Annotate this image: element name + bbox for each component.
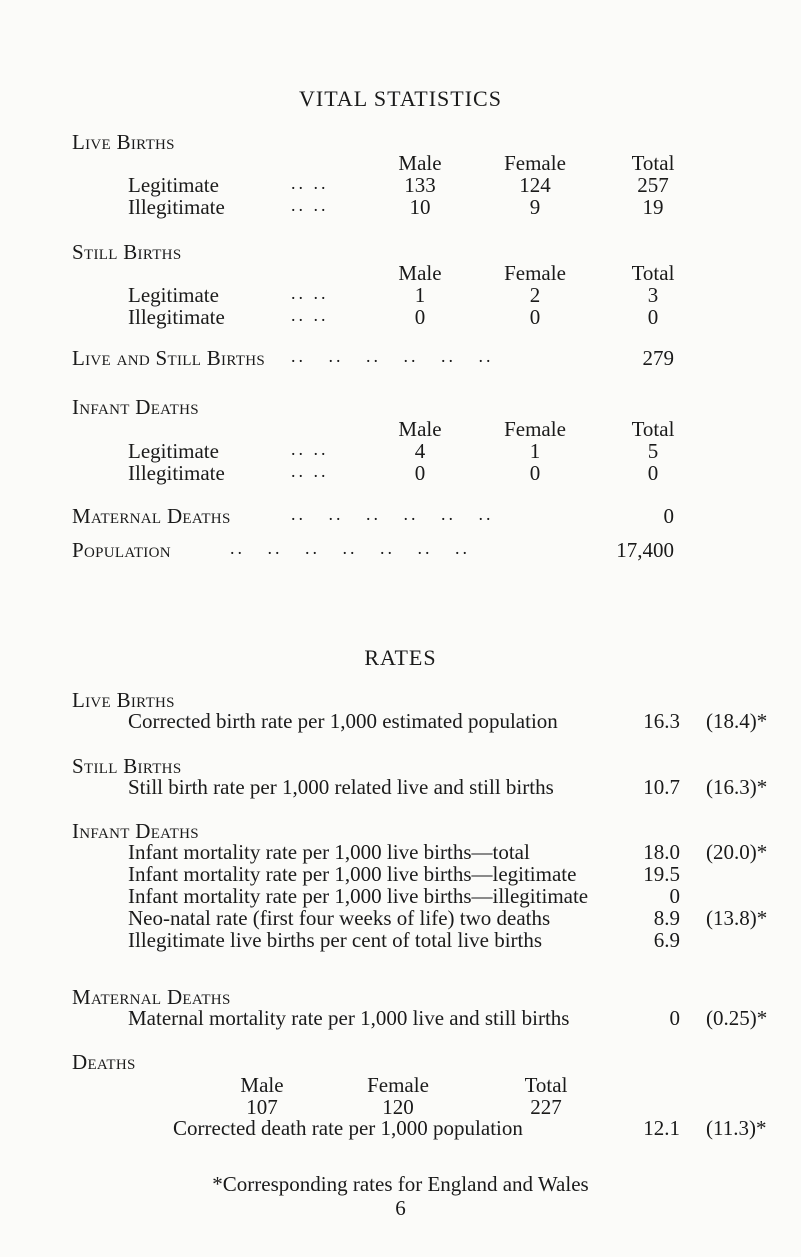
still-births-heading: Still Births: [72, 240, 182, 264]
cell-female: 124: [519, 173, 551, 197]
rate-value: 16.3: [643, 709, 680, 733]
population-value: 17,400: [616, 538, 674, 562]
live-and-still-births-label: Live and Still Births: [72, 346, 265, 370]
rate-value: 8.9: [653, 906, 680, 930]
row-label: Legitimate: [128, 283, 219, 307]
deaths-total-header: Total: [524, 1073, 568, 1097]
rate-label: Neo-natal rate (first four weeks of life) two deaths: [128, 906, 551, 930]
leader-dots: .. .. .. .. .. ..: [291, 346, 494, 366]
cell-female: 0: [529, 461, 541, 485]
rates-infant-deaths-heading: Infant Deaths: [72, 819, 199, 843]
rates-still-births-heading: Still Births: [72, 754, 182, 778]
rate-national: (0.25)*: [706, 1006, 768, 1030]
cell-male: 0: [414, 305, 426, 329]
live-and-still-births-value: 279: [642, 346, 674, 370]
infant-deaths-male-header: Male: [398, 417, 442, 441]
deaths-total-value: 227: [530, 1095, 562, 1119]
row-label: Legitimate: [128, 439, 219, 463]
page-title: VITAL STATISTICS: [299, 86, 502, 111]
row-label: Legitimate: [128, 173, 219, 197]
cell-total: 5: [647, 439, 659, 463]
rate-label: Still birth rate per 1,000 related live and still births: [128, 775, 554, 799]
deaths-male-header: Male: [240, 1073, 284, 1097]
cell-male: 1: [414, 283, 426, 307]
maternal-deaths-label: Maternal Deaths: [72, 504, 231, 528]
rate-value: 0: [669, 1006, 680, 1030]
rates-deaths-heading: Deaths: [72, 1050, 136, 1074]
cell-male: 133: [404, 173, 436, 197]
rate-label: Infant mortality rate per 1,000 live births—illegitimate: [128, 884, 589, 908]
cell-total: 19: [642, 195, 664, 219]
leader-dots: .. .. .. .. .. .. ..: [230, 538, 470, 558]
deaths-male-value: 107: [246, 1095, 278, 1119]
cell-total: 0: [647, 305, 659, 329]
rate-national: (16.3)*: [706, 775, 768, 799]
cell-female: 1: [529, 439, 541, 463]
leader-dots: .. ..: [291, 283, 329, 303]
rate-label: Illegitimate live births per cent of total live births: [128, 928, 543, 952]
cell-male: 10: [409, 195, 431, 219]
cell-female: 0: [529, 305, 541, 329]
deaths-female-header: Female: [367, 1073, 429, 1097]
cell-female: 9: [529, 195, 541, 219]
cell-total: 3: [647, 283, 659, 307]
rate-national: (20.0)*: [706, 840, 768, 864]
death-rate-label: Corrected death rate per 1,000 population: [173, 1116, 523, 1140]
rate-national: (18.4)*: [706, 709, 768, 733]
infant-deaths-female-header: Female: [504, 417, 566, 441]
page-number: 6: [395, 1196, 406, 1220]
maternal-deaths-value: 0: [663, 504, 674, 528]
live-births-total-header: Total: [631, 151, 675, 175]
leader-dots: .. ..: [291, 173, 329, 193]
leader-dots: .. .. .. .. .. ..: [291, 504, 494, 524]
leader-dots: .. ..: [291, 439, 329, 459]
leader-dots: .. ..: [291, 461, 329, 481]
deaths-female-value: 120: [382, 1095, 414, 1119]
footnote: *Corresponding rates for England and Wales: [212, 1172, 589, 1196]
live-births-heading: Live Births: [72, 130, 175, 154]
cell-total: 257: [637, 173, 669, 197]
leader-dots: .. ..: [291, 305, 329, 325]
cell-male: 4: [414, 439, 426, 463]
still-births-male-header: Male: [398, 261, 442, 285]
rate-label: Infant mortality rate per 1,000 live births—legitimate: [128, 862, 577, 886]
rates-title: RATES: [364, 645, 437, 670]
rate-value: 19.5: [643, 862, 680, 886]
death-rate-national: (11.3)*: [706, 1116, 767, 1140]
cell-female: 2: [529, 283, 541, 307]
death-rate-value: 12.1: [643, 1116, 680, 1140]
leader-dots: .. ..: [291, 195, 329, 215]
rate-label: Maternal mortality rate per 1,000 live and still births: [128, 1006, 570, 1030]
rate-national: (13.8)*: [706, 906, 768, 930]
infant-deaths-total-header: Total: [631, 417, 675, 441]
rates-live-births-heading: Live Births: [72, 688, 175, 712]
live-births-female-header: Female: [504, 151, 566, 175]
rates-maternal-deaths-heading: Maternal Deaths: [72, 985, 231, 1009]
rate-value: 10.7: [643, 775, 680, 799]
rate-value: 0: [669, 884, 680, 908]
population-label: Population: [72, 538, 171, 562]
live-births-male-header: Male: [398, 151, 442, 175]
rate-value: 6.9: [653, 928, 680, 952]
infant-deaths-heading: Infant Deaths: [72, 395, 199, 419]
still-births-female-header: Female: [504, 261, 566, 285]
cell-male: 0: [414, 461, 426, 485]
still-births-total-header: Total: [631, 261, 675, 285]
rate-label: Corrected birth rate per 1,000 estimated population: [128, 709, 558, 733]
rate-value: 18.0: [643, 840, 680, 864]
cell-total: 0: [647, 461, 659, 485]
row-label: Illegitimate: [128, 461, 225, 485]
rate-label: Infant mortality rate per 1,000 live births—total: [128, 840, 530, 864]
row-label: Illegitimate: [128, 195, 225, 219]
row-label: Illegitimate: [128, 305, 225, 329]
